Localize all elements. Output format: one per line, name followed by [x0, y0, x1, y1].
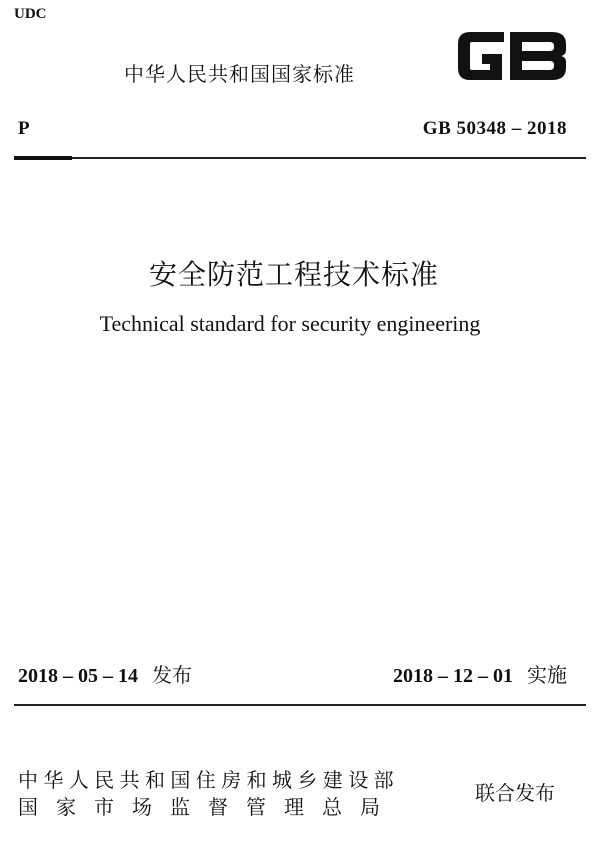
issue-date: 2018 – 05 – 14 [18, 665, 138, 687]
issue-date-block [18, 659, 192, 688]
implementation-date: 2018 – 12 – 01 [393, 665, 513, 687]
gb-logo-letter-b [510, 32, 566, 80]
standard-title-english: Technical standard for security engineering [99, 311, 481, 336]
issue-label: 发布 [152, 663, 192, 687]
standard-number: GB 50348 – 2018 [422, 118, 567, 139]
publisher-line-1: 中华人民共和国住房和城乡建设部 [18, 768, 399, 792]
footer-divider [14, 704, 586, 706]
joint-publication-label: 联合发布 [475, 781, 555, 805]
udc-label: UDC [14, 6, 47, 22]
standard-title-chinese: 安全防范工程技术标准 [148, 258, 439, 291]
national-standard-title: 中华人民共和国国家标准 [124, 62, 355, 86]
classification-code: P [18, 118, 30, 139]
header-divider-accent [14, 156, 72, 160]
gb-logo [452, 24, 572, 88]
publisher-line-2: 国家市场监督管理总局 [18, 795, 398, 819]
implementation-label: 实施 [527, 663, 567, 687]
header-divider [14, 157, 586, 159]
gb-logo-letter-g [458, 32, 504, 80]
implementation-date-block [393, 659, 567, 688]
